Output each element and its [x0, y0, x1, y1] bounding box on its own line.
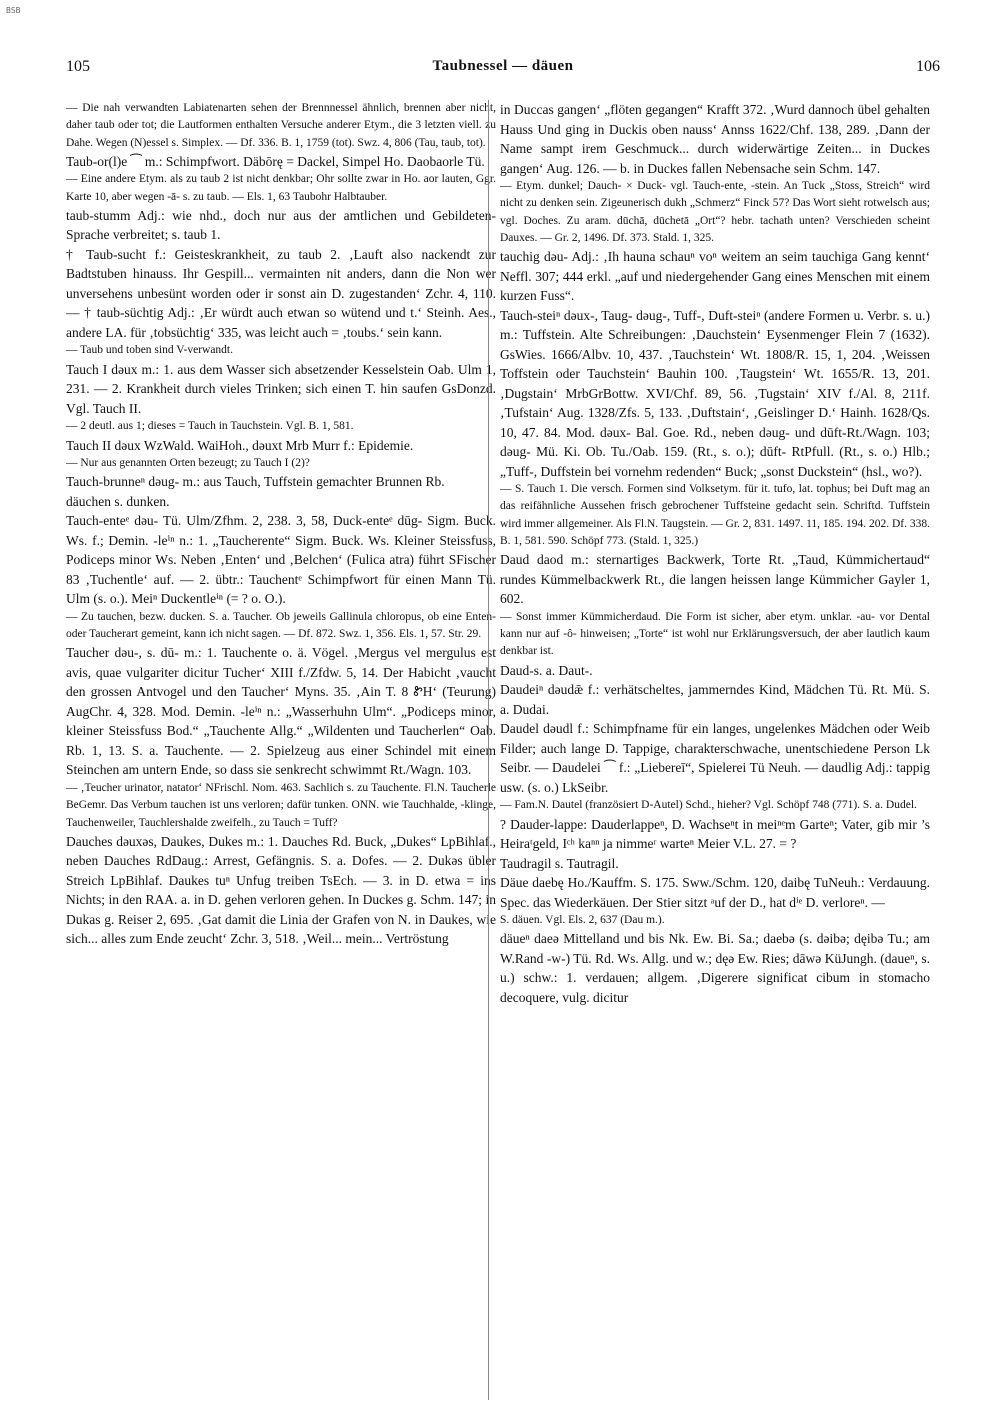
entry-note: S. däuen. Vgl. Els. 2, 637 (Dau m.).	[500, 914, 665, 927]
left-column	[66, 100, 496, 1400]
dictionary-entry: Dauches dəuxəs, Daukes, Dukes m.: 1. Dauches Rd. Buck, „Dukes“ LpBihlaf., neben Dauches RdDaug.: Arrest, Gefängnis. S. a. Dofes. — 2. Dukəs übler Streich LpBihlaf. Daukes tuⁿ Unfug treiben TsEch. — 3. in D. etwa = ins Nichts; in den RAA. a. in D. gehen verloren gehen. In Duckes g. Schm. 147; in Dukas g. Reiser 2, 695. ‚Gat damit die Linia der Grafen von N. in Daukes, wie sich... alles zum Ende zeucht‘ Zchr. 3, 518. ‚Weil... mein... Vertröstung	[66, 833, 496, 947]
entry-note: — Fam.N. Dautel (französiert D-Autel) Schd., hieher? Vgl. Schöpf 748 (771). S. a. Dudel.	[500, 799, 917, 812]
dictionary-entry: Tauch-steiⁿ dəux-, Taug- dəug-, Tuff-, Duft-steiⁿ (andere Formen u. Verbr. s. u.) m.: Tuffstein. Alte Schreibungen: ‚Dauchstein‘ Eysenmenger Flein 7 (1632). GsWies. 1666/Albv. 10, 437. ‚Tauchstein‘ Wt. 1808/R. 15, 1, 204. ‚Weissen Toffstein oder Tauchstein‘ Bauhin 100. ‚Taugstein‘ Wt. 1655/R. 13, 201. ‚Dugstain‘ MrbGrBottw. XVI/Chf. 89, 56. ‚Tugstain‘ XIV f./Al. 8, 211f. ‚Tufstain‘ Aug. 1328/Zfs. 5, 133. ‚Duftstain‘, ‚Geislinger D.‘ Hainh. 1628/Qs. 10, 47. 84. Mod. dəux- Bal. Goe. Rd., neben dəug- und dūft-Rt./Wagn. 103; dəug- Mü. Ki. Ob. Tu./Oab. 159. (Rt., s. o.); dūft- RtPfull. (Rt., s. o.) Hlb.; „Tuff-, Duffstein bei vornehm redenden“ Buck; „sonst Duckstein“ (hsl., wo?).	[500, 307, 930, 479]
dictionary-entry: Taucher dəu-, s. dū- m.: 1. Tauchente o. ä. Vögel. ‚Mergus vel mergulus est avis, quae vulgariter dicitur Tucher‘ XIII f./Zfdw. 5, 14. Der Habicht ‚vaucht den grossen Antvogel und den Taucher‘ Myns. 35. ‚Ain T. 8 ᏑH‘ (Teurung) AugChr. 4, 328. Mod. Demin. -leⁱⁿ n.: „Wasserhuhn Ulm“. „Podiceps minor, kleiner Steissfuss Bod.“ „Tauchente Allg.“ „Wildenten und Taucherlen“ Oab. Rb. 1, 13. S. a. Tauchente. — 2. Spielzeug aus einer Schindel mit einem Steinchen am untern Ende, so dass sie senkrecht schwimmt Rt./Wagn. 103.	[66, 645, 496, 778]
entry-note: — Zu tauchen, bezw. ducken. S. a. Taucher. Ob jeweils Gallinula chloropus, ob eine Enten- oder Taucherart gemeint, kann ich nicht sagen. — Df. 872. Swz. 1, 356. Els. 1, 57. Str. 29.	[66, 610, 496, 641]
dictionary-entry: Tauch-brunneⁿ dəug- m.: aus Tauch, Tuffstein gemachter Brunnen Rb.	[66, 474, 445, 490]
dictionary-entry: taub-stumm Adj.: wie nhd., doch nur aus der amtlichen und Gebildeten-Sprache verbreitet; s. taub 1.	[66, 207, 496, 243]
dictionary-entry: Daudel dəudl f.: Schimpfname für ein langes, ungelenkes Mädchen oder Weib Filder; auch lange D. Tappige, charakterschwache, unentschiedene Person Lk Seibr. — Daudelei ⁀ f.: „Liebereī“, Spielerei Tü Neuh. — daudlig Adj.: tappig usw. (s. o.) LkSeibr.	[500, 721, 930, 795]
library-stamp: BSB	[6, 6, 21, 15]
dictionary-entry: Tauch-enteᵉ dəu- Tü. Ulm/Zfhm. 2, 238. 3, 58, Duck-enteᵉ dūg- Sigm. Buck. Ws. f.; Demin. -leⁱⁿ n.: 1. „Taucherente“ Sigm. Buck. Ws. Kleiner Steissfuss, Podiceps minor Ws. Neben ‚Enten‘ und ‚Belchen‘ (Fulica atra) führt SFischer 83 ‚Tuchentle‘ auf. — 2. übtr.: Tauchentᵉ Schimpfwort für einen Mann Tü. Ulm (s. o.). Meiⁿ Duckentleⁱⁿ (= ? o. O.).	[66, 513, 496, 607]
entry-note: — Etym. dunkel; Dauch- × Duck- vgl. Tauch-ente, -stein. An Tuck „Stoss, Streich“ wird nicht zu denken sein. Zigeunerisch dukh „Schmerz“ Finck 57? Das Wort sieht rotwelsch aus; vgl. Doches. Zu aram. dūchā, dūchetā „Ort“? hebr. tachath unten? Verschieden scheint Dauxes. — Gr. 2, 1496. Df. 373. Stald. 1, 325.	[500, 180, 930, 244]
dictionary-entry: Tauch II dəux WzWald. WaiHoh., dəuxt Mrb Murr f.: Epidemie.	[66, 437, 414, 453]
dictionary-entry: Tauch I dəux m.: 1. aus dem Wasser sich absetzender Kesselstein Oab. Ulm 1, 231. — 2. Krankheit durch vieles Trinken; sich einen T. hin saufen GsDonzd. Vgl. Tauch II.	[66, 361, 496, 416]
dictionary-entry: † Taub-sucht f.: Geisteskrankheit, zu taub 2. ‚Lauft also nackendt zur Badtstuben hinauss. Ihr Gespill... vermainten nit anders, dann die Non wer unversehens unbesünt worden oder ir sonst ain D. zugestanden‘ Zchr. 4, 110. — † taub-süchtig Adj.: ‚Er würdt auch etwan so wütend und t.‘ Steinh. Aes., andere LA. für ‚tobsüchtig‘ 335, was leicht auch = ‚toubs.‘ sein kann.	[66, 246, 496, 340]
dictionary-entry: tauchig dəu- Adj.: ‚Ih hauna schauⁿ voⁿ weitem an seim tauchiga Gang kennt‘ Neffl. 307; 444 erkl. „auf und niedergehender Gang eines Menschen mit einem kurzen Fuss“.	[500, 249, 930, 304]
dictionary-entry: Daudeiⁿ dəudǣ f.: verhätscheltes, jammerndes Kind, Mädchen Tü. Rt. Mü. S. a. Dudai.	[500, 682, 930, 717]
dictionary-entry: Däue daebę Ho./Kauffm. S. 175. Sww./Schm. 120, daibę TuNeuh.: Verdauung. Spec. das Wiederkäuen. Der Stier sitzt ᵃuf der D., hat dⁱᵉ D. verloreⁿ. —	[500, 875, 930, 910]
entry-note: — Taub und toben sind V-verwandt.	[66, 344, 233, 357]
column-divider	[488, 100, 489, 1400]
dictionary-entry: Taudragil s. Tautragil.	[500, 855, 619, 871]
right-column	[500, 100, 930, 1400]
dictionary-entry: in Duccas gangen‘ „flöten gegangen“ Krafft 372. ‚Wurd dannoch übel gehalten Hauss Und ging in Duckis oben nauss‘ Annss 1622/Chf. 138, 289. ‚Dann der Name sampt irem Geschmuck... durch widerwärtige Zeiten... in Duckes gangen‘ Aug. 126. — b. in Duckes fallen Nebensache sein Schm. 147.	[500, 102, 930, 176]
entry-note: — Sonst immer Kümmicherdaud. Die Form ist sicher, aber etym. unklar. -au- vor Dental kann nur auf -ô- hinweisen; „Torte“ ist wohl nur Erklärungsversuch, der aber lautlich kaum denkbar ist.	[500, 610, 930, 658]
page-title: Taubnessel — däuen	[432, 58, 574, 74]
dictionary-entry: Daud-s. a. Daut-.	[500, 662, 593, 678]
entry-note: — Nur aus genannten Orten bezeugt; zu Tauch I (2)?	[66, 457, 310, 470]
dictionary-entry: däueⁿ daeə Mittelland und bis Nk. Ew. Bi. Sa.; daebə (s. dəibə; dęibə Tu.; am W.Rand -w-) Tü. Rd. Ws. Allg. und w.; dęə Ew. Ries; dāwə KüJungh. (daueⁿ, s. u.) schw.: 1. verdauen; allgem. ‚Digerere significat cibum in stomacho decoquere, vulg. dicitur	[500, 931, 930, 1005]
page-number-right: 106	[916, 58, 940, 75]
entry-note: — S. Tauch 1. Die versch. Formen sind Volksetym. für it. tufo, lat. tophus; bei Duft mag an das reifähnliche Aussehen frisch gebrochener Tuffsteine gedacht sein. Schriftd. Tuffstein wird immer allgemeiner. Als Fl.N. Taugstein. — Gr. 2, 831. 1497. 11, 185. 194. 202. Df. 338. B. 1, 581. 590. Schöpf 773. (Stald. 1, 325.)	[500, 483, 930, 548]
page-number-left: 105	[66, 58, 90, 75]
dictionary-entry: ? Dauder-lappe: Dauderlappeⁿ, D. Wachseⁿt in meiⁿᵉm Garteⁿ; Vater, gib mir ’s Heiraᵗgeld, Iᶜʰ kaⁿⁿ ja nimmeʳ warteⁿ Meier V.L. 27. = ?	[500, 816, 930, 852]
entry-note: — Die nah verwandten Labiatenarten sehen der Brennnessel ähnlich, brennen aber nicht, daher taub oder tot; die Lautformen enthalten Versuche anderer Etym., die 3 letzten viell. zu Dahe. Wegen (N)essel s. Simplex. — Df. 336. B. 1, 1759 (tot). Swz. 4, 806 (Tau, taub, tot).	[66, 102, 496, 149]
dictionary-entry: Daud daod m.: sternartiges Backwerk, Torte Rt. „Taud, Kümmichertaud“ rundes Kümmelbackwerk Rt., die langen heissen lange Kümmicher Gayler 1, 602.	[500, 552, 930, 607]
dictionary-entry: däuchen s. dunken.	[66, 493, 170, 509]
entry-note: — 2 deutl. aus 1; dieses = Tauch in Tauchstein. Vgl. B. 1, 581.	[66, 420, 354, 433]
entry-note: — ‚Teucher urinator, natator‘ NFrischl. Nom. 463. Sachlich s. zu Tauchente. Fl.N. Taucherle BeGemr. Das Verbum tauchen ist uns verloren; dafür tunken. ONN. wie Tauchhalde, -klinge, Tauchenweiler, Tauchlershalde zweifelh., zu Tauch = Tuff?	[66, 781, 496, 829]
dictionary-entry: Taub-or(l)e ⁀ m.: Schimpfwort. Däbōrę = Dackel, Simpel Ho. Daobaorle Tü.	[66, 153, 485, 169]
running-header	[66, 58, 940, 82]
entry-note: — Eine andere Etym. als zu taub 2 ist nicht denkbar; Ohr sollte zwar in Ho. aor lauten, Ggr. Karte 10, aber wegen -ā- s. zu taub. — Els. 1, 63 Taubohr Halbtauber.	[66, 173, 496, 203]
